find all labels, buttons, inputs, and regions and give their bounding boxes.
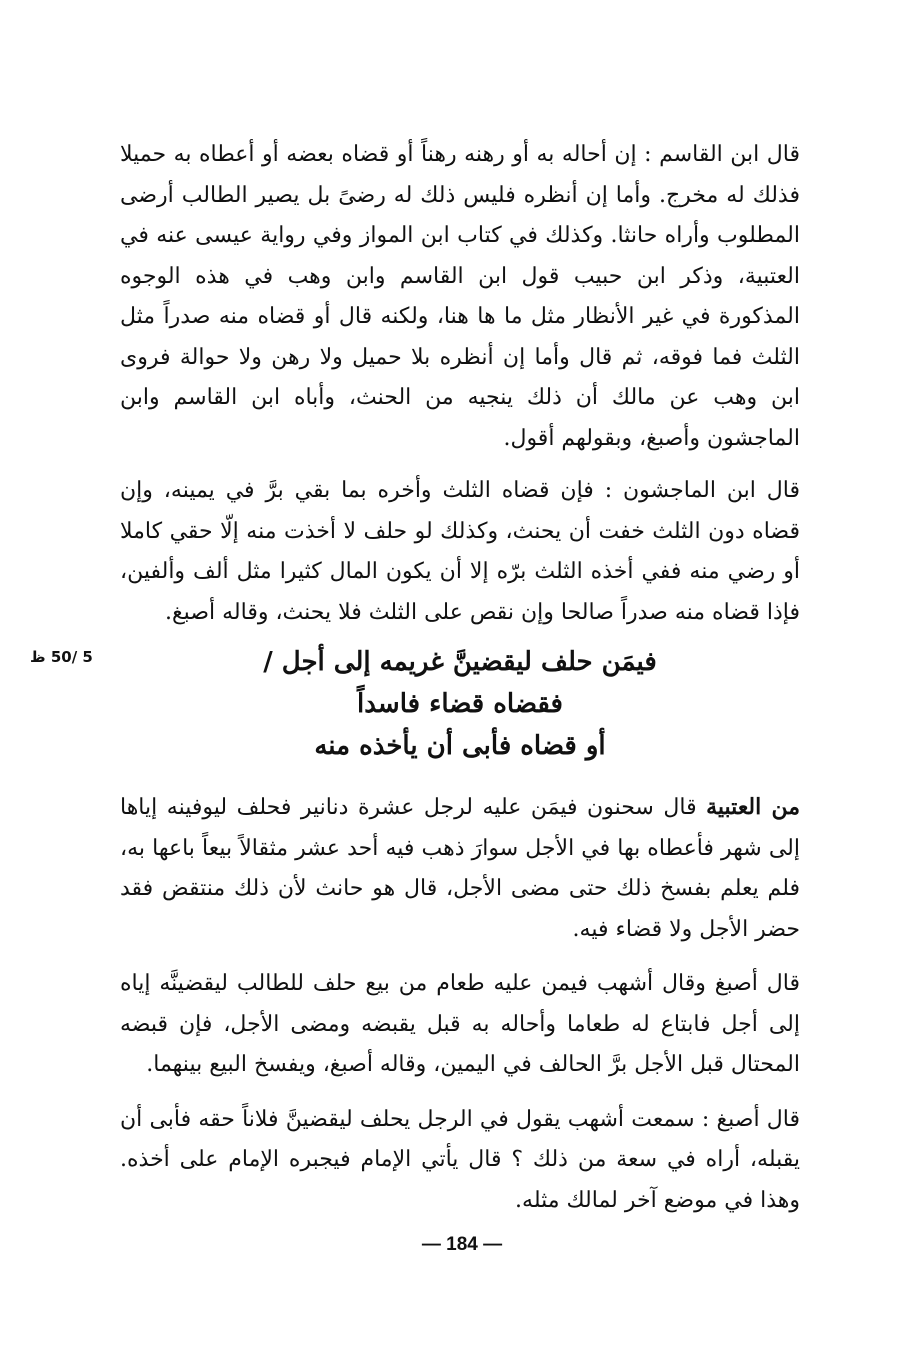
- paragraph-3-lead: من العتبية: [706, 794, 800, 820]
- paragraph-2: قال ابن الماجشون : فإن قضاه الثلث وأخره بما بقي برَّ في يمينه، وإن قضاه دون الثلث خفت أن يحنث، وكذلك لو حلف لا أخذت منه إلّا حقي كاملا أو رضي منه ففي أخذه الثلث برّه إلا أن يكون المال كثيرا مثل ألف وألفين، فإذا قضاه منه صدراً صالحا وإن نقص على الثلث فلا يحنث، وقاله أصبغ.: [120, 478, 800, 625]
- paragraph-3-body: قال سحنون فيمَن عليه لرجل عشرة دنانير فحلف ليوفينه إياها إلى شهر فأعطاه بها في الأجل سوارَ ذهب فيه أحد عشر مثقالاً بيعاً باعها به، فلم يعلم بفسخ ذلك حتى مضى الأجل، قال هو حانث لأن ذلك منتقض فقد حضر الأجل ولا قضاء فيه.: [120, 795, 800, 942]
- heading-line-2: فقضاه قضاء فاسداً: [357, 689, 563, 719]
- section-heading: [120, 641, 800, 767]
- paragraph-1: قال ابن القاسم : إن أحاله به أو رهنه رهناً أو قضاه بعضه أو أعطاه به حميلا فذلك له مخرج. وأما إن أنظره فليس ذلك له رضىً بل يصير الطالب أرضى المطلوب وأراه حانثا. وكذلك في كتاب ابن المواز وفي رواية عيسى عنه في العتبية، وذكر ابن حبيب قول ابن القاسم وابن وهب في هذه الوجوه المذكورة في غير الأنظار مثل ما ها هنا، ولكنه قال أو قضاه منه صدراً مثل الثلث فما فوقه، ثم قال وأما إن أنظره بلا حميل ولا رهن ولا حوالة فروى ابن وهب عن مالك أن ذلك ينجيه من الحنث، وأباه ابن القاسم وابن الماجشون وأصبغ، وبقولهم أقول.: [120, 142, 800, 451]
- paragraph-5: قال أصبغ : سمعت أشهب يقول في الرجل يحلف ليقضينَّ فلاناً حقه فأبى أن يقبله، أراه في سعة من ذلك ؟ قال يأتي الإمام فيجبره الإمام على أخذه. وهذا في موضع آخر لمالك مثله.: [120, 1106, 800, 1213]
- heading-line-3: أو قضاه فأبى أن يأخذه منه: [314, 731, 606, 761]
- page-body: [120, 135, 800, 1265]
- manuscript-folio-note: 5 /50 ظ: [30, 648, 93, 666]
- heading-line-1: فيمَن حلف ليقضينَّ غريمه إلى أجل /: [263, 647, 657, 677]
- page-number: — 184 —: [421, 1234, 503, 1255]
- paragraph-3: [120, 787, 800, 950]
- paragraph-4: قال أصبغ وقال أشهب فيمن عليه طعام من بيع حلف للطالب ليقضينَّه إياه إلى أجل فابتاع له طعاما وأحاله به قبل يقبضه ومضى الأجل، فإن قبضه المحتال قبل الأجل برَّ الحالف في اليمين، وقاله أصبغ، ويفسخ البيع بينهما.: [120, 971, 800, 1077]
